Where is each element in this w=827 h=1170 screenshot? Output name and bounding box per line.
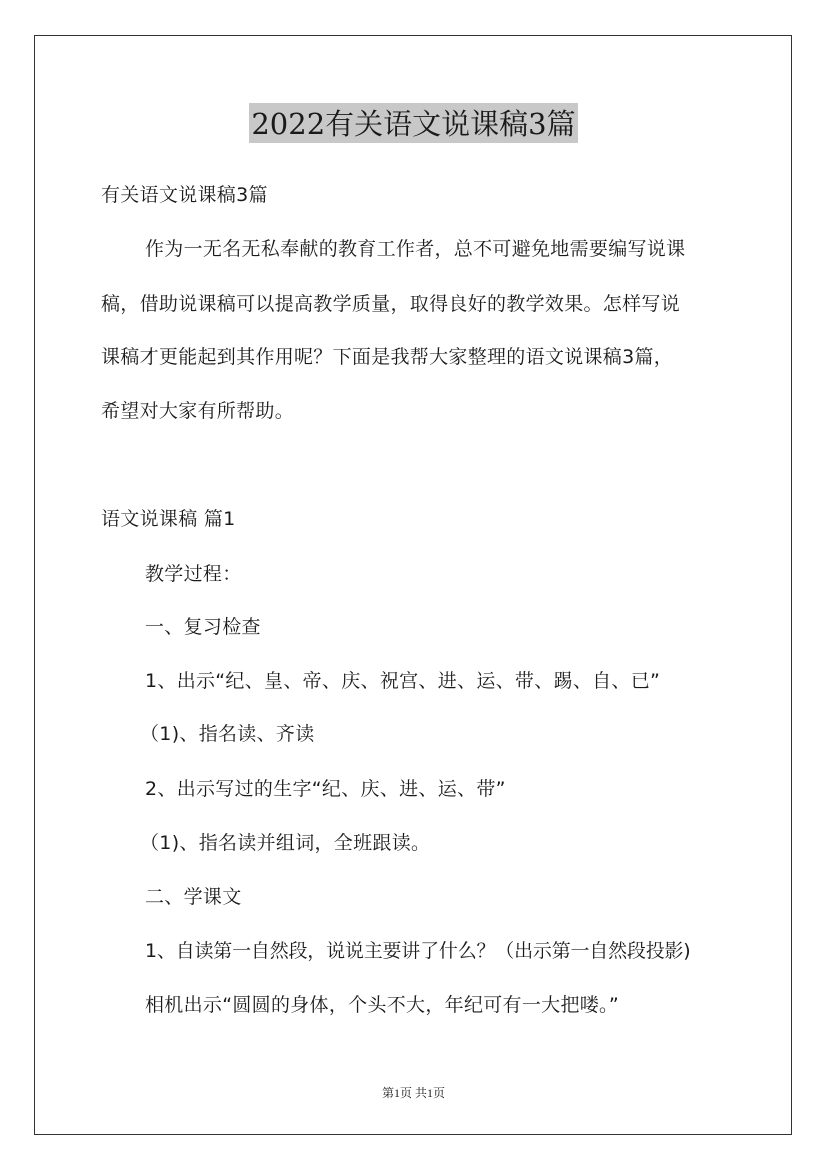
body-line: 1、自读第一自然段，说说主要讲了什么？（出示第一自然段投影) (145, 940, 691, 962)
page-footer: 第1页 共1页 (381, 1086, 445, 1100)
body-line: 教学过程： (145, 563, 242, 585)
intro-line-1: 作为一无名无私奉献的教育工作者，总不可避免地需要编写说课 (145, 238, 686, 260)
section-title: 语文说课稿 篇1 (101, 508, 236, 530)
intro-line-4: 希望对大家有所帮助。 (101, 400, 295, 422)
intro-line-3: 课稿才更能起到其作用呢？下面是我帮大家整理的语文说课稿3篇， (101, 346, 674, 368)
body-line: 2、出示写过的生字“纪、庆、进、运、带” (145, 778, 506, 800)
body-line: （1)、指名读并组词，全班跟读。 (140, 832, 431, 854)
body-line: 相机出示“圆圆的身体，个头不大，年纪可有一大把喽。” (145, 994, 619, 1016)
document-title: 2022有关语文说课稿3篇 (249, 103, 577, 143)
body-line: （1)、指名读、齐读 (140, 723, 315, 745)
body-line: 1、出示“纪、皇、帝、庆、祝宫、进、运、带、踢、自、已” (145, 670, 661, 692)
body-line: 二、学课文 (145, 886, 242, 908)
intro-line-2: 稿，借助说课稿可以提高教学质量，取得良好的教学效果。怎样写说 (101, 293, 681, 315)
body-line: 一、复习检查 (145, 616, 261, 638)
document-title-wrap (0, 103, 827, 143)
heading: 有关语文说课稿3篇 (101, 184, 268, 206)
